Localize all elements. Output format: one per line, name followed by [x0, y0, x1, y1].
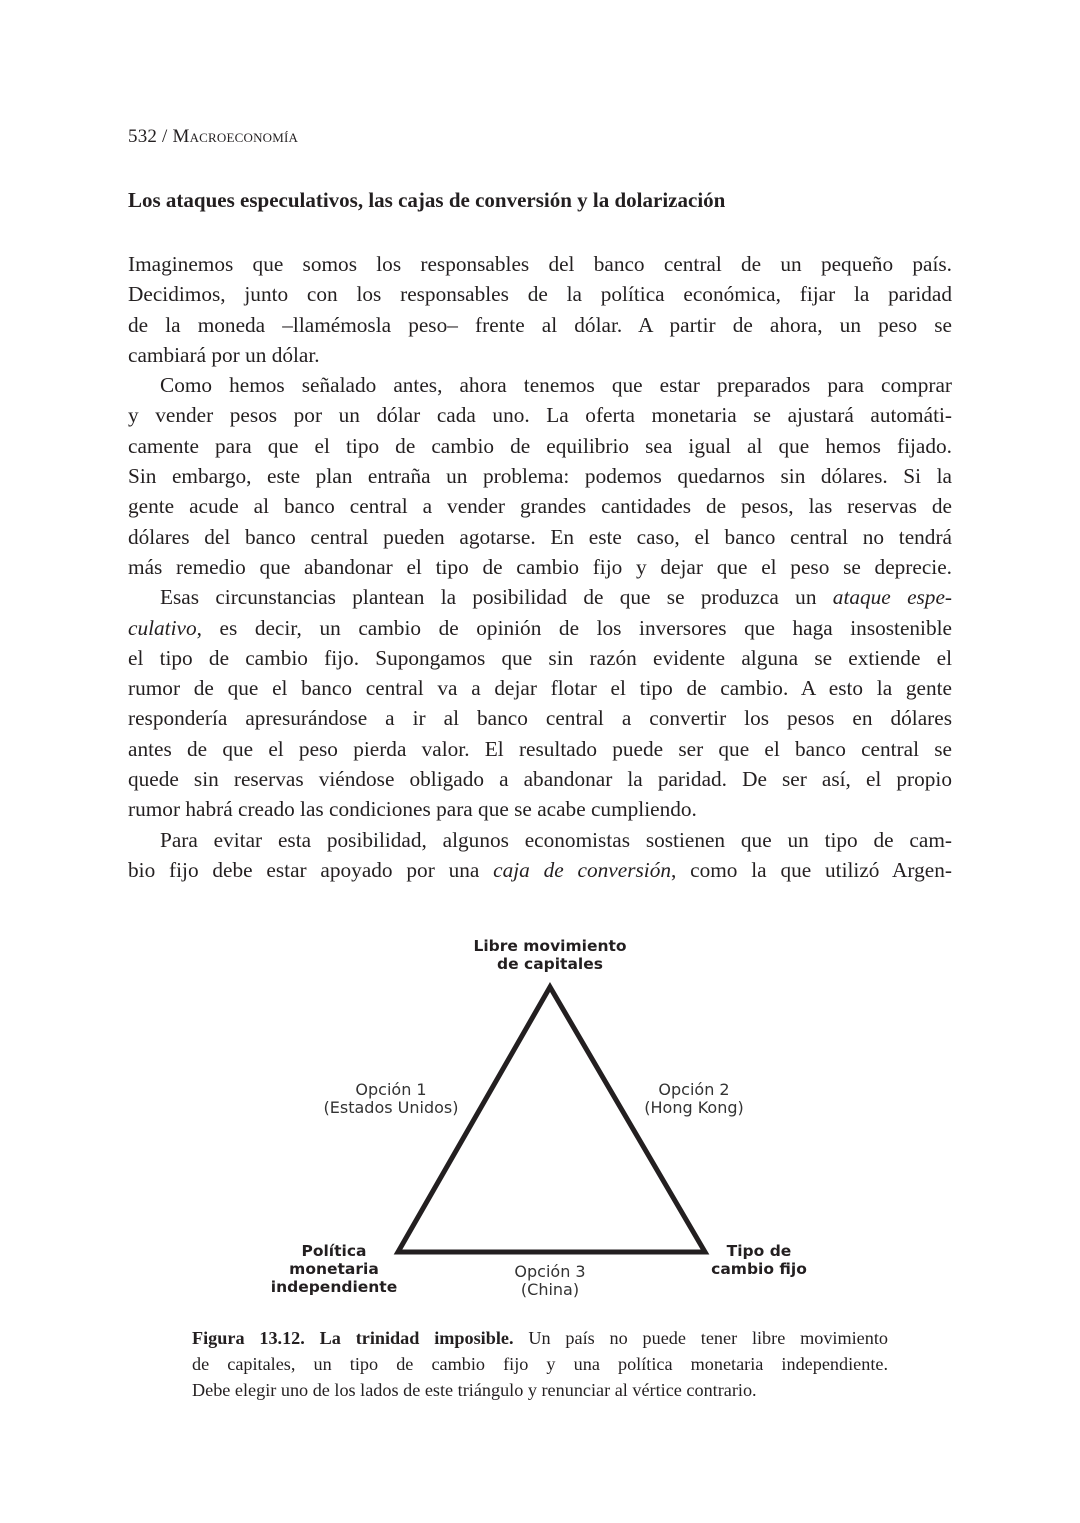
text-run: bio fijo debe estar apoyado por una [128, 857, 494, 882]
italic-term: ataque espe- [832, 585, 952, 610]
text-line: gente acude al banco central a vender grandes cantidades de pesos, las reservas de [128, 494, 952, 519]
text-line: Debe elegir uno de los lados de este triángulo y renunciar al vértice contrario. [192, 1380, 757, 1400]
text-line: cambiará por un dólar. [128, 342, 320, 367]
text-line: camente para que el tipo de cambio de equilibrio sea igual al que hemos fijado. [128, 433, 952, 458]
label-line: Opción 2 [658, 1080, 730, 1099]
text-line: Como hemos señalado antes, ahora tenemos que estar preparados para comprar [160, 373, 952, 398]
text-run: , como la que utilizó Argen- [671, 857, 952, 882]
option-2-label [620, 1081, 768, 1117]
text-line: de la moneda –llamémosla peso– frente al dólar. A partir de ahora, un peso se [128, 312, 952, 337]
book-title: Macroeconomía [172, 126, 299, 147]
text-line: Decidimos, junto con los responsables de la política económica, fijar la paridad [128, 282, 952, 307]
text-line: dólares del banco central pueden agotarse. En este caso, el banco central no tendrá [128, 524, 952, 549]
text-line [192, 1325, 888, 1351]
label-line: Opción 3 [514, 1262, 586, 1281]
text-run: , es decir, un cambio de opinión de los inversores que haga insostenible [196, 615, 952, 640]
figure-caption [192, 1325, 888, 1403]
label-line: Libre movimiento [473, 937, 627, 955]
text-line: el tipo de cambio fijo. Supongamos que sin razón evidente alguna se extiende el [128, 645, 952, 670]
text-line: Para evitar esta posibilidad, algunos economistas sostienen que un tipo de cam- [160, 827, 952, 852]
vertex-fixed-exchange-rate [704, 1242, 814, 1278]
text-line: rumor habrá creado las condiciones para que se acabe cumpliendo. [128, 797, 697, 822]
text-line: Sin embargo, este plan entraña un problema: podemos quedarnos sin dólares. Si la [128, 464, 952, 489]
vertex-capital-mobility [450, 937, 650, 973]
italic-term: culativo [128, 615, 197, 640]
text-line: quede sin reservas viéndose obligado a abandonar la paridad. De ser así, el propio [128, 767, 952, 792]
section-title: Los ataques especulativos, las cajas de conversión y la dolarización [128, 188, 726, 212]
text-line: respondería apresurándose a ir al banco central a convertir los pesos en dólares [128, 706, 952, 731]
caption-label: Figura 13.12. La trinidad imposible. [192, 1328, 514, 1348]
option-3-label [490, 1263, 610, 1299]
text-run: Esas circunstancias plantean la posibilidad de que se produzca un [160, 585, 833, 610]
text-run: Un país no puede tener libre movimiento [513, 1328, 888, 1348]
text-line: antes de que el peso pierda valor. El resultado puede ser que el banco central se [128, 736, 952, 761]
text-line: rumor de que el banco central va a dejar flotar el tipo de cambio. A esto la gente [128, 676, 952, 701]
label-line: Opción 1 [355, 1080, 427, 1099]
label-line: Tipo de [726, 1242, 792, 1260]
vertex-monetary-policy [264, 1242, 404, 1296]
text-line: Imaginemos que somos los responsables del banco central de un pequeño país. [128, 252, 952, 276]
label-line: de capitales [497, 955, 603, 973]
label-line: cambio fijo [711, 1260, 807, 1278]
label-line: independiente [270, 1278, 398, 1296]
text-line: más remedio que abandonar el tipo de cambio fijo y dejar que el peso se deprecie. [128, 554, 952, 579]
label-line: (China) [520, 1280, 580, 1299]
trinity-triangle [398, 987, 705, 1252]
text-line: de capitales, un tipo de cambio fijo y una política monetaria independiente. [192, 1354, 888, 1374]
text-line: y vender pesos por un dólar cada uno. La oferta monetaria se ajustará automáti- [128, 403, 952, 428]
label-line: monetaria [289, 1260, 379, 1278]
option-1-label [305, 1081, 477, 1117]
page-number: 532 / [128, 126, 168, 147]
label-line: Política [301, 1242, 367, 1260]
italic-term: caja de conversión [493, 857, 671, 882]
label-line: (Hong Kong) [644, 1098, 744, 1117]
label-line: (Estados Unidos) [323, 1098, 459, 1117]
